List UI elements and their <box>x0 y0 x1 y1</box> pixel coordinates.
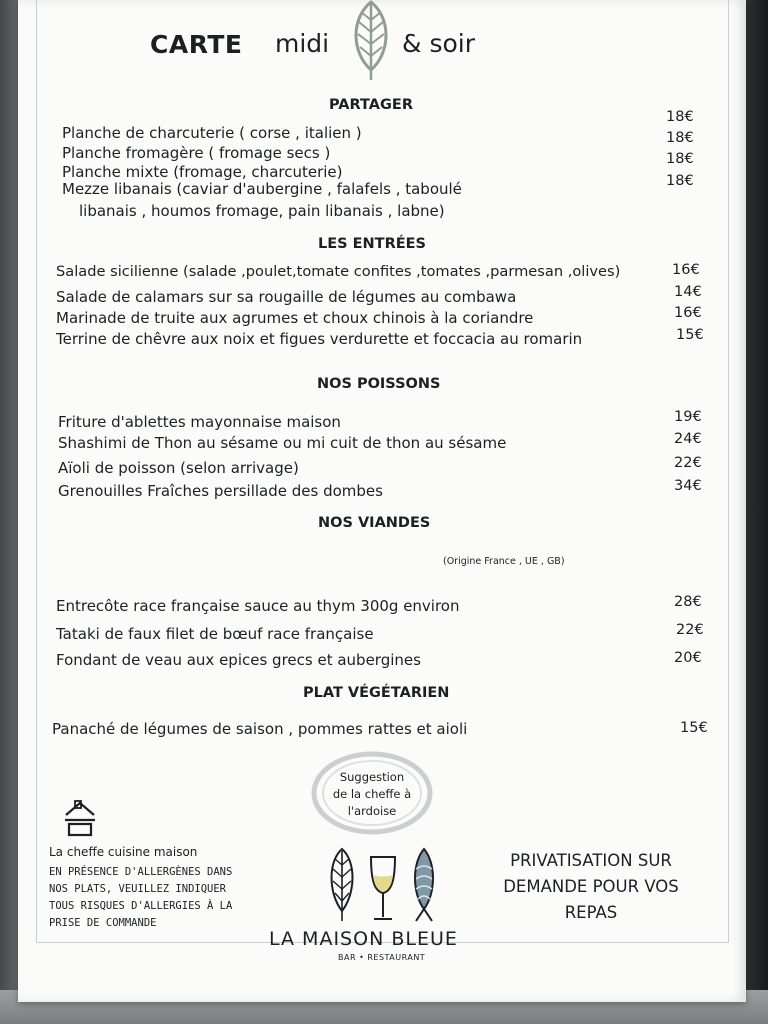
menu-item-name: Salade sicilienne (salade ,poulet,tomate confites ,tomates ,parmesan ,olives) <box>56 263 621 280</box>
menu-item-price: 14€ <box>674 284 702 300</box>
privatisation-line-1: PRIVATISATION SUR <box>510 851 672 870</box>
menu-item-price: 19€ <box>674 409 702 425</box>
menu-item-price: 18€ <box>666 109 694 125</box>
menu-item-price: 22€ <box>676 622 704 638</box>
menu-item-name: Shashimi de Thon au sésame ou mi cuit de thon au sésame <box>58 434 507 452</box>
menu-item-price: 18€ <box>666 173 694 189</box>
menu-item-name: Terrine de chêvre aux noix et figues verdurette et foccacia au romarin <box>56 330 583 348</box>
menu-item-name: Planche de charcuterie ( corse , italien ) <box>62 124 362 142</box>
menu-item-name: Planche fromagère ( fromage secs ) <box>62 144 331 162</box>
privatisation-line-3: REPAS <box>564 903 618 922</box>
restaurant-subtitle: BAR • RESTAURANT <box>338 953 426 962</box>
menu-item-price: 24€ <box>674 431 702 447</box>
privatisation-line-2: DEMANDE POUR VOS <box>503 877 679 896</box>
menu-item-name: Friture d'ablettes mayonnaise maison <box>58 413 341 431</box>
menu-item-name: Aïoli de poisson (selon arrivage) <box>58 459 299 477</box>
cheffe-note: La cheffe cuisine maison <box>49 845 198 859</box>
section-title-vegetarien: PLAT VÉGÉTARIEN <box>303 685 450 701</box>
title-midi: midi <box>275 29 330 58</box>
menu-item-price: 18€ <box>666 151 694 167</box>
menu-item-name: Entrecôte race française sauce au thym 300g environ <box>56 597 460 615</box>
menu-item-price: 18€ <box>666 130 694 146</box>
menu-item-price: 22€ <box>674 455 702 471</box>
allergy-line-1: EN PRÉSENCE D'ALLERGÈNES DANS <box>49 866 233 878</box>
menu-item-name: Panaché de légumes de saison , pommes rattes et aioli <box>52 720 468 738</box>
menu-item-name: Fondant de veau aux epices grecs et aubergines <box>56 651 421 669</box>
allergy-line-2: NOS PLATS, VEUILLEZ INDIQUER <box>49 883 227 895</box>
menu-item-name: Marinade de truite aux agrumes et choux chinois à la coriandre <box>56 309 534 327</box>
title-soir: & soir <box>402 29 475 58</box>
section-title-entrees: LES ENTRÉES <box>318 236 426 252</box>
menu-item-price: 16€ <box>674 305 702 321</box>
section-title-viandes: NOS VIANDES <box>318 515 431 531</box>
menu-item-name: Salade de calamars sur sa rougaille de légumes au combawa <box>56 288 517 306</box>
menu-sheet <box>18 0 746 1002</box>
stamp-line-1: Suggestion <box>339 770 405 784</box>
menu-item-price: 28€ <box>674 594 702 610</box>
menu-item-name: Grenouilles Fraîches persillade des dombes <box>58 482 383 500</box>
leaf-icon <box>347 0 395 82</box>
allergy-line-3: TOUS RISQUES D'ALLERGIES À LA <box>49 900 233 912</box>
menu-item-price: 15€ <box>680 720 708 736</box>
menu-border-left <box>36 0 37 942</box>
menu-item-price: 16€ <box>672 262 700 278</box>
menu-item-name: Mezze libanais (caviar d'aubergine , falafels , taboulé <box>62 180 462 198</box>
menu-item-name: Planche mixte (fromage, charcuterie) <box>62 163 343 181</box>
menu-item-price: 20€ <box>674 650 702 666</box>
allergy-line-4: PRISE DE COMMANDE <box>49 917 157 929</box>
section-title-partager: PARTAGER <box>329 97 413 113</box>
restaurant-name: LA MAISON BLEUE <box>269 928 458 950</box>
stamp-line-2: de la cheffe à <box>332 787 412 801</box>
stamp-line-3: l'ardoise <box>347 804 397 818</box>
origin-note: (Origine France , UE , GB) <box>443 556 565 567</box>
menu-item-price: 15€ <box>676 327 704 343</box>
restaurant-logo-icons <box>328 845 438 927</box>
house-icon <box>63 799 97 837</box>
menu-item-name-continued: libanais , houmos fromage, pain libanais , labne) <box>79 202 445 220</box>
menu-item-price: 34€ <box>674 478 702 494</box>
title-carte: CARTE <box>150 30 243 59</box>
menu-item-name: Tataki de faux filet de bœuf race française <box>56 625 374 643</box>
section-title-poissons: NOS POISSONS <box>317 376 441 392</box>
